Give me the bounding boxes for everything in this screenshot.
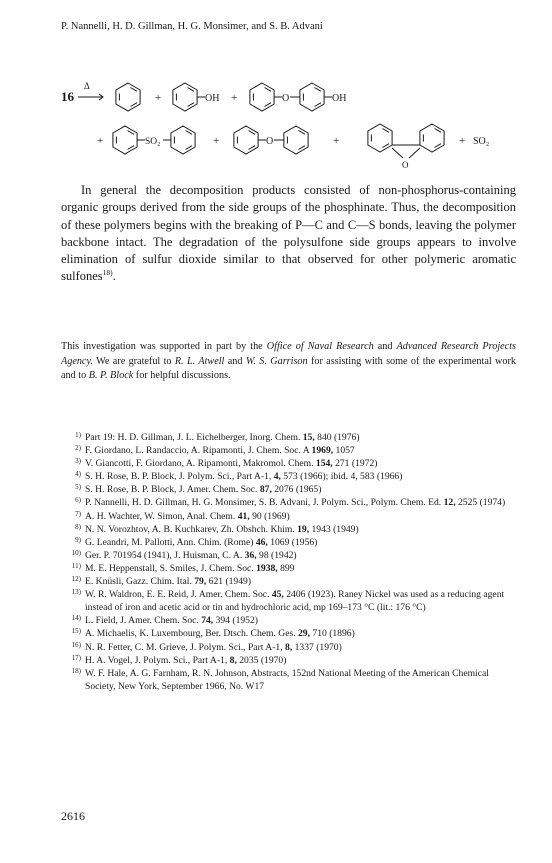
reference-number: 16 ) [61, 639, 81, 652]
heat-symbol: Δ [84, 81, 90, 91]
reference-text: A. H. Wachter, W. Simon, Anal. Chem. [85, 510, 238, 522]
reference-volume: 36, [244, 549, 257, 561]
reference-text: W. F. Hale, A. G. Farnham, R. N. Johnson, Abstracts, 152nd National Meeting of the American Chemical Society, New York, September 1966, No. W17 [85, 667, 489, 692]
reference-pages: 394 (1952) [213, 615, 258, 627]
reference-item [61, 627, 519, 640]
reference-item [61, 457, 519, 470]
reference-item [61, 483, 519, 496]
reference-number: 4 ) [61, 468, 81, 481]
reference-text: E. Knüsli, Gazz. Chim. Ital. [85, 576, 195, 588]
reference-volume: 15, [302, 432, 315, 443]
ack-text: for assisting with some of the experimental work and to [61, 355, 516, 381]
reference-item [61, 496, 519, 509]
reference-volume: 4, [273, 471, 281, 483]
reference-volume: 12, [443, 497, 456, 509]
reference-text: S. H. Rose, B. P. Block, J. Amer. Chem. Soc. [85, 484, 260, 496]
reference-pages: 899 [277, 562, 295, 574]
reference-text: A. Michaelis, K. Luxembourg, Ber. Dtsch. Chem. Ges. [85, 628, 298, 640]
reference-number: 10 ) [61, 547, 81, 560]
reference-text: Ger. P. 701954 (1941), J. Huisman, C. A. [85, 549, 245, 561]
paragraph-period: . [112, 269, 116, 284]
ack-funder: Advanced Research Projects Agency. [61, 341, 516, 367]
running-header-authors: P. Nannelli, H. D. Gillman, H. G. Monsimer, and S. B. Advani [61, 21, 323, 32]
reference-pages: 1943 (1949) [309, 523, 359, 535]
reference-number: 11 ) [61, 560, 81, 573]
reference-number: 18 ) [61, 665, 81, 678]
reference-number: 6 ) [61, 494, 81, 507]
hydroxy-phenyl-ring [300, 83, 324, 111]
reference-number: 1 ) [61, 429, 81, 442]
ether-ring-right [284, 126, 308, 154]
reference-item [61, 510, 519, 523]
reference-item [61, 588, 519, 614]
reference-text: H. A. Vogel, J. Polym. Sci., Part A-1, [85, 654, 230, 666]
reference-pages: 573 (1966); ibid. 4, 583 (1966) [280, 471, 403, 483]
paragraph-text: In general the decomposition products consisted of non-phosphorus-containing organic groups derived from the side groups of the phosphinate. Thus, the decomposition of these polymers begins with the breaking of P—C and C—S bonds, leaving the polymer backbone intact. The degradation of the polysulfone side groups appears to involve elimination of sulfur dioxide similar to that observed for other polymeric aromatic sulfones [61, 183, 516, 284]
reference-pages: 710 (1896) [310, 628, 355, 640]
reference-text: N. R. Fetter, C. M. Grieve, J. Polym. Sci., Part A-1, [85, 641, 286, 653]
reference-volume: 46, [255, 536, 268, 548]
reference-number: 14 ) [61, 612, 81, 625]
reference-text: W. R. Waldron, E. E. Reid, J. Amer. Chem. Soc. [85, 589, 272, 601]
reference-text: F. Giordano, L. Randaccio, A. Ripamonti, J. Chem. Soc. A [85, 445, 312, 457]
plus-sign: + [231, 92, 238, 104]
reference-text: S. H. Rose, B. P. Block, J. Polym. Sci., Part A-1, [85, 471, 274, 483]
sulfonyl-label: SO₂ [145, 137, 161, 147]
reference-text: L. Field, J. Amer. Chem. Soc. [85, 615, 202, 627]
reference-volume: 79, [194, 576, 207, 588]
reference-pages: 2406 (1923). Raney Nickel was used as a reducing agent instead of iron and acetic acid or tin and hydrochloric acid, mp 169–173 °C (lit.: 176 °C) [85, 589, 505, 614]
reference-item [61, 641, 519, 654]
hydroxyl-label: OH [332, 93, 347, 104]
reference-item [61, 654, 519, 667]
reference-text: Part 19: H. D. Gillman, J. L. Eichelberger, Inorg. Chem. [85, 432, 303, 443]
reference-item [61, 536, 519, 549]
reference-pages: 2076 (1965) [271, 484, 322, 496]
reference-volume: 1969, [311, 445, 334, 457]
reference-item [61, 614, 519, 627]
reference-item [61, 444, 519, 457]
reference-pages: 1337 (1970) [292, 641, 342, 653]
reference-volume: 87, [259, 484, 272, 496]
acknowledgment [61, 340, 516, 384]
body-paragraph [61, 182, 516, 286]
reference-volume: 45, [271, 589, 284, 601]
reference-item [61, 523, 519, 536]
reference-pages: 621 (1949) [206, 576, 252, 588]
reference-number: 8 ) [61, 521, 81, 534]
plus-sign: + [459, 135, 466, 147]
reference-text: V. Giancotti, F. Giordano, A. Ripamonti, Makromol. Chem. [85, 458, 316, 470]
reference-pages: 271 (1972) [332, 458, 378, 470]
reference-number: 13 ) [61, 586, 81, 599]
citation-18: 18) [102, 268, 113, 278]
reference-number: 17 ) [61, 652, 81, 665]
benzene-ring [116, 83, 140, 111]
reference-volume: 29, [298, 628, 310, 640]
diphenyl-ether-ring [250, 83, 274, 111]
sulfone-ring-right [171, 126, 195, 154]
reference-volume: 1938, [256, 562, 278, 574]
reference-item [61, 575, 519, 588]
dibenzofuran-right-ring [420, 124, 444, 152]
reference-number: 15 ) [61, 625, 81, 638]
ack-text: This investigation was supported in part by the [61, 341, 267, 352]
ack-text: We are grateful to [92, 355, 175, 367]
reference-number: 7 ) [61, 508, 81, 521]
reference-volume: 41, [237, 510, 250, 522]
plus-sign: + [213, 135, 220, 147]
page-number: 2616 [61, 809, 85, 823]
reference-text: G. Leandri, M. Pallotti, Ann. Chim. (Rome) [85, 536, 256, 548]
reference-item [61, 549, 519, 562]
reference-volume: 74, [201, 615, 214, 627]
plus-sign: + [155, 92, 162, 104]
reference-item [61, 562, 519, 575]
reference-pages: 98 (1942) [256, 549, 297, 561]
reference-volume: 19, [297, 523, 310, 535]
plus-sign: + [97, 135, 104, 147]
ack-text: for helpful discussions. [133, 370, 231, 381]
reference-item [61, 470, 519, 483]
plus-sign: + [333, 135, 340, 147]
reference-number: 2 ) [61, 442, 81, 455]
reference-text: P. Nannelli, H. D. Gillman, H. G. Monsimer, S. B. Advani, J. Polym. Sci., Polym. Chem. Ed. [85, 497, 444, 509]
reference-volume: 154, [315, 458, 333, 470]
ack-funder: Office of Naval Research [266, 341, 374, 352]
reference-number: 5 ) [61, 481, 81, 494]
sulfur-dioxide-label: SO₂ [473, 136, 490, 147]
dibenzofuran-left-ring [368, 124, 392, 152]
furan-oxygen-label: O [402, 160, 409, 170]
compound-number: 16 [61, 89, 74, 104]
sulfone-ring-left [113, 126, 137, 154]
reference-item [61, 667, 519, 693]
reference-number: 9 ) [61, 534, 81, 547]
reference-pages: 2035 (1970) [236, 654, 287, 666]
reference-pages: 90 (1969) [249, 510, 290, 522]
ack-person: B. P. Block [88, 370, 134, 381]
reference-pages: 1057 [333, 445, 355, 457]
reference-pages: 1069 (1956) [267, 536, 318, 548]
reference-pages: 2525 (1974) [455, 497, 506, 509]
reference-pages: 840 (1976) [314, 432, 360, 443]
ether-oxygen-label: O [266, 136, 274, 147]
ack-person: R. L. Atwell [174, 355, 225, 367]
ether-ring-left [234, 126, 258, 154]
reference-item [61, 431, 519, 444]
reference-text: N. N. Vorozhtov, A. B. Kuchkarev, Zh. Obshch. Khim. [85, 523, 298, 535]
reference-volume: 8, [229, 654, 237, 666]
reference-text: M. E. Heppenstall, S. Smiles, J. Chem. Soc. [85, 562, 257, 574]
reference-number: 3 ) [61, 455, 81, 468]
ack-text: and [373, 341, 397, 352]
reference-number: 12 ) [61, 573, 81, 586]
ack-person: W. S. Garrison [245, 355, 308, 367]
ack-text: and [224, 355, 246, 367]
reference-volume: 8, [285, 641, 293, 653]
ether-oxygen-label: O [282, 93, 290, 104]
hydroxyl-label: OH [205, 93, 220, 104]
phenol-ring [173, 83, 197, 111]
reference-list [61, 431, 519, 693]
